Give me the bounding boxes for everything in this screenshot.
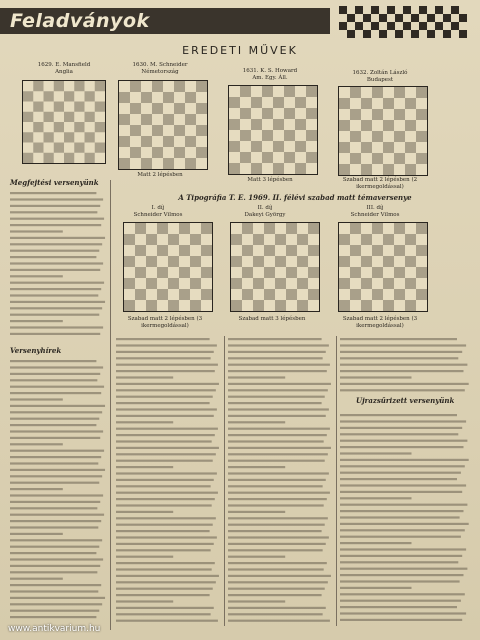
problem-head: 1630. M. Schneider Németország <box>132 62 188 75</box>
problem-head: III. díj Schneider Vilmos <box>350 205 400 218</box>
problem-caption: Matt 3 lépésben <box>247 177 293 183</box>
problem-caption: Matt 2 lépésben <box>137 172 183 178</box>
checkerboard-ornament <box>338 6 468 38</box>
board-squares <box>23 81 105 163</box>
section-title-tourney: A Tipográfia T. E. 1969. II. félévi szabad matt témaversenye <box>178 193 412 202</box>
article-text-column-3 <box>228 336 332 626</box>
column-divider <box>224 336 225 626</box>
text-lines <box>340 412 470 626</box>
column-title-news: Versenyhírek <box>10 346 62 355</box>
text-lines <box>10 190 106 340</box>
section-title-original-works: EREDETI MŰVEK <box>182 44 298 57</box>
problem-head: II. díj Dakeyi György <box>244 205 286 218</box>
column-divider <box>336 336 337 626</box>
board-squares <box>229 86 317 174</box>
problem-head: 1629. E. Mansfield Anglia <box>37 62 91 75</box>
article-text-solving-contest <box>10 190 106 340</box>
article-text-column-4b <box>340 412 470 626</box>
text-lines <box>340 336 470 392</box>
chess-diagram-1629 <box>22 80 106 164</box>
chess-diagram-1630 <box>118 80 208 170</box>
article-text-news <box>10 358 106 620</box>
text-lines <box>116 336 220 626</box>
column-title-rejudged-contest: Ujrazsűrizett versenyünk <box>356 396 455 405</box>
problem-caption: Szabad matt 2 lépésben (3 ikermegoldással) <box>342 316 418 329</box>
problem-head: 1631. K. S. Howard Am. Egy. Áll. <box>242 68 298 81</box>
problem-head: 1632. Zoltán László Budapest <box>352 70 408 83</box>
page-title: Feladványok <box>10 10 150 32</box>
column-title-solving-contest: Megfejtési versenyünk <box>10 178 99 187</box>
board-squares <box>231 223 319 311</box>
problem-head: I. díj Schneider Vilmos <box>133 205 183 218</box>
board-squares <box>124 223 212 311</box>
problem-caption: Szabad matt 3 lépésben <box>238 316 306 322</box>
chess-diagram-1632 <box>338 86 428 176</box>
chess-diagram-prize-3 <box>338 222 428 312</box>
text-lines <box>228 336 332 626</box>
article-text-column-2 <box>116 336 220 626</box>
chess-diagram-prize-2 <box>230 222 320 312</box>
header <box>0 0 480 40</box>
board-squares <box>339 87 427 175</box>
watermark: www.antikvarium.hu <box>8 624 101 634</box>
chess-diagram-1631 <box>228 85 318 175</box>
problem-caption: Szabad matt 2 lépésben (3 ikermegoldással) <box>127 316 203 329</box>
chess-diagram-prize-1 <box>123 222 213 312</box>
text-lines <box>10 358 106 620</box>
board-squares <box>339 223 427 311</box>
board-squares <box>119 81 207 169</box>
column-divider <box>110 180 111 630</box>
problem-caption: Szabad matt 2 lépésben (2 ikermegoldással) <box>342 177 418 190</box>
article-text-column-4a <box>340 336 470 392</box>
